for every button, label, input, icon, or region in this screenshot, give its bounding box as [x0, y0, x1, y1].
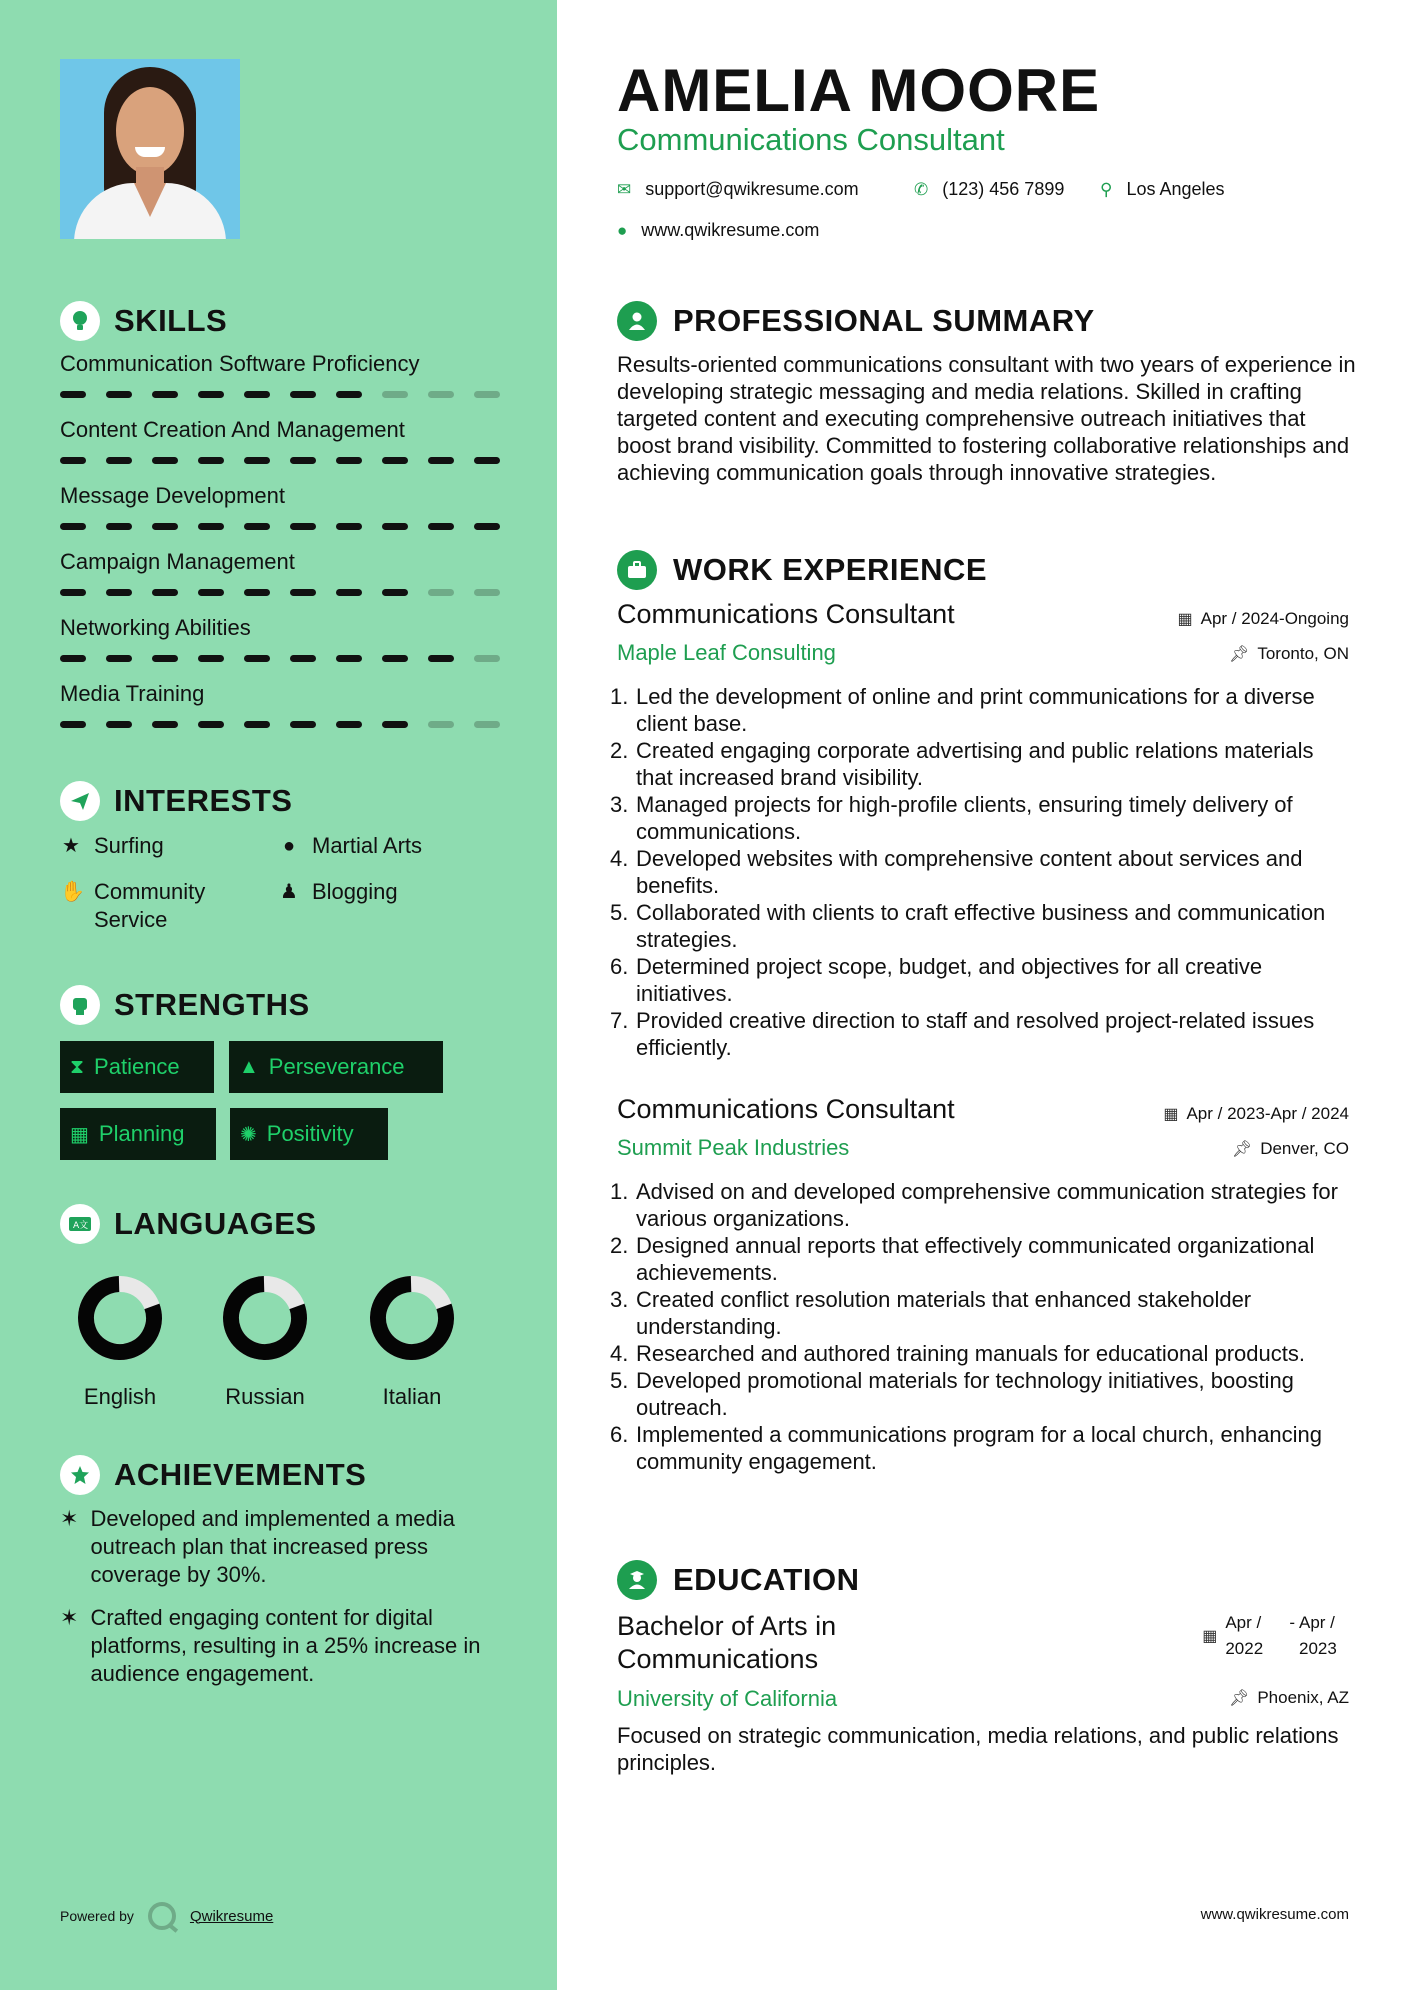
sun-icon: ✺ — [240, 1123, 257, 1146]
hourglass-icon: ⧗ — [70, 1055, 85, 1078]
strength-chip: ▦ Planning — [60, 1108, 216, 1160]
strength-chip: ✺ Positivity — [230, 1108, 388, 1160]
skill-item — [60, 549, 500, 596]
interest-item: ♟ Blogging — [278, 878, 398, 906]
summary-title: PROFESSIONAL SUMMARY — [673, 303, 1095, 338]
hand-icon: ✋ — [60, 881, 85, 903]
language-item — [352, 1272, 472, 1410]
star-icon: ★ — [62, 835, 80, 857]
phone-icon: ✆ — [914, 179, 929, 199]
strengths-title: STRENGTHS — [114, 987, 310, 1022]
skill-name: Content Creation And Management — [60, 417, 405, 442]
duty-item: 2. Designed annual reports that effectively communicated organizational achievements. — [610, 1233, 1315, 1285]
profile-photo — [60, 59, 240, 239]
skill-level-bar — [60, 721, 500, 728]
skill-name: Message Development — [60, 483, 286, 508]
skill-name: Campaign Management — [60, 549, 295, 574]
interest-item: ● Martial Arts — [278, 832, 422, 860]
education-heading — [617, 1560, 859, 1600]
shooting-star-icon: ✶ — [60, 1506, 79, 1531]
skill-level-bar — [60, 589, 500, 596]
skills-title: SKILLS — [114, 303, 228, 338]
duty-item: 7. Provided creative direction to staff and resolved project-related issues efficiently. — [610, 1008, 1315, 1060]
fist-icon — [60, 985, 100, 1025]
languages-title: LANGUAGES — [114, 1206, 317, 1241]
achievements-heading — [60, 1455, 366, 1495]
duty-item: 2. Created engaging corporate advertising and public relations materials that increased brand visibility. — [610, 738, 1314, 790]
job-title: Communications Consultant — [617, 1094, 955, 1124]
skill-name: Communication Software Proficiency — [60, 351, 420, 376]
interests-heading — [60, 781, 292, 821]
phone-contact[interactable]: ✆ (123) 456 7899 — [914, 179, 1065, 199]
job-title: Communications Consultant — [617, 599, 955, 629]
duty-item: 5. Developed promotional materials for technology initiatives, boosting outreach. — [610, 1368, 1294, 1420]
language-level-ring — [74, 1272, 166, 1364]
strengths-heading — [60, 985, 310, 1025]
experience-title: WORK EXPERIENCE — [673, 552, 988, 587]
language-level-ring — [366, 1272, 458, 1364]
sidebar — [0, 0, 557, 1990]
map-pin-icon: ⚲ — [1100, 179, 1113, 199]
degree-title: Bachelor of Arts in Communications — [617, 1611, 837, 1674]
calendar-icon: ▦ — [1202, 1628, 1218, 1645]
envelope-icon: ✉ — [617, 179, 632, 199]
website-contact[interactable]: ● www.qwikresume.com — [617, 220, 820, 240]
duty-item: 3. Managed projects for high-profile clients, ensuring timely delivery of communications. — [610, 792, 1293, 844]
skill-item — [60, 681, 500, 728]
language-name: Russian — [225, 1384, 305, 1409]
skill-item — [60, 417, 500, 464]
education-title: EDUCATION — [673, 1562, 860, 1597]
briefcase-icon — [617, 550, 657, 590]
duty-item: 4. Researched and authored training manuals for educational products. — [610, 1341, 1305, 1366]
skill-item — [60, 351, 500, 398]
languages-heading — [60, 1204, 317, 1244]
email-contact[interactable]: ✉ support@qwikresume.com — [617, 179, 859, 199]
skill-item — [60, 615, 500, 662]
qwikresume-logo-icon — [148, 1902, 176, 1930]
interest-item: ✋ Community Service — [60, 879, 206, 932]
star-badge-icon — [60, 1455, 100, 1495]
duty-item: 1. Led the development of online and print communications for a diverse client base. — [610, 684, 1315, 736]
company-name: Maple Leaf Consulting — [617, 640, 836, 665]
job-location: 📌︎ Denver, CO — [1231, 1139, 1349, 1158]
globe-icon: ● — [282, 835, 296, 857]
svg-text:A文: A文 — [73, 1221, 89, 1231]
location-contact: ⚲ Los Angeles — [1100, 179, 1225, 199]
skill-name: Media Training — [60, 681, 205, 706]
pushpin-icon: 📌︎ — [1229, 1690, 1250, 1707]
experience-heading — [617, 550, 987, 590]
paper-plane-icon — [60, 781, 100, 821]
candidate-role: Communications Consultant — [617, 122, 1005, 157]
duty-item: 1. Advised on and developed comprehensive communication strategies for various organizations. — [610, 1179, 1338, 1231]
company-name: Summit Peak Industries — [617, 1135, 850, 1160]
skill-level-bar — [60, 457, 500, 464]
candidate-name: AMELIA MOORE — [617, 57, 1101, 124]
duty-item: 6. Implemented a communications program for a local church, enhancing community engagement. — [610, 1422, 1323, 1474]
pushpin-icon: 📌︎ — [1229, 646, 1250, 663]
duty-item: 5. Collaborated with clients to craft effective business and communication strategies. — [610, 900, 1326, 952]
language-level-ring — [219, 1272, 311, 1364]
duty-item: 4. Developed websites with comprehensive content about services and benefits. — [610, 846, 1303, 898]
summary-text: Results-oriented communications consultant with two years of experience in developing strategic messaging and media relations. Skilled in crafting targeted content and executing comprehensive outreach initiatives that boost brand visibility. Committed to fostering collaborative relationships and achieving communication goals through innovative strategies. — [617, 352, 1356, 485]
users-icon: ♟ — [280, 881, 298, 903]
education-dates: ▦ Apr / 2022 - Apr / 2023 — [1202, 1613, 1337, 1658]
job-dates: ▦ Apr / 2023-Apr / 2024 — [1163, 1104, 1349, 1123]
graduate-icon — [617, 1560, 657, 1600]
user-icon — [617, 301, 657, 341]
strength-chip: ⧗ Patience — [60, 1041, 214, 1093]
language-name: Italian — [382, 1384, 442, 1409]
education-location: 📌︎ Phoenix, AZ — [1229, 1688, 1349, 1707]
pushpin-icon: 📌︎ — [1231, 1141, 1253, 1158]
brand-link[interactable]: Qwikresume — [189, 1907, 274, 1925]
school-name: University of California — [617, 1686, 838, 1711]
job-location: 📌︎ Toronto, ON — [1229, 644, 1349, 663]
job-duties — [610, 683, 1350, 1061]
job-duties — [610, 1178, 1350, 1475]
skill-level-bar — [60, 391, 500, 398]
skills-heading — [60, 301, 227, 341]
language-item — [60, 1272, 180, 1410]
skill-item — [60, 483, 500, 530]
globe-icon: ● — [617, 220, 628, 240]
duty-item: 3. Created conflict resolution materials that enhanced stakeholder understanding. — [610, 1287, 1252, 1339]
shooting-star-icon: ✶ — [60, 1605, 79, 1630]
road-icon: ▲ — [239, 1055, 259, 1078]
lightbulb-icon — [60, 301, 100, 341]
calendar-icon: ▦ — [1177, 611, 1193, 628]
education-description: Focused on strategic communication, media relations, and public relations principles. — [617, 1723, 1339, 1775]
achievements-title: ACHIEVEMENTS — [114, 1457, 367, 1492]
powered-by: Powered by Qwikresume — [60, 1902, 273, 1930]
strength-chip: ▲ Perseverance — [229, 1041, 443, 1093]
duty-item: 6. Determined project scope, budget, and objectives for all creative initiatives. — [610, 954, 1263, 1006]
calendar-icon: ▦ — [70, 1123, 89, 1146]
interests-title: INTERESTS — [114, 783, 293, 818]
skill-level-bar — [60, 523, 500, 530]
achievement-item: ✶ Crafted engaging content for digital platforms, resulting in a 25% increase in audience engagement. — [60, 1605, 481, 1686]
language-icon — [60, 1204, 100, 1244]
skill-name: Networking Abilities — [60, 615, 251, 640]
skill-level-bar — [60, 655, 500, 662]
achievement-item: ✶ Developed and implemented a media outreach plan that increased press coverage by 30%. — [60, 1506, 455, 1587]
calendar-icon: ▦ — [1163, 1106, 1179, 1123]
summary-heading — [617, 301, 1095, 341]
language-item — [205, 1272, 325, 1410]
footer-website[interactable]: www.qwikresume.com — [1200, 1906, 1349, 1923]
interest-item: ★ Surfing — [60, 832, 164, 860]
language-name: English — [83, 1384, 157, 1409]
job-dates: ▦ Apr / 2024-Ongoing — [1177, 609, 1349, 628]
